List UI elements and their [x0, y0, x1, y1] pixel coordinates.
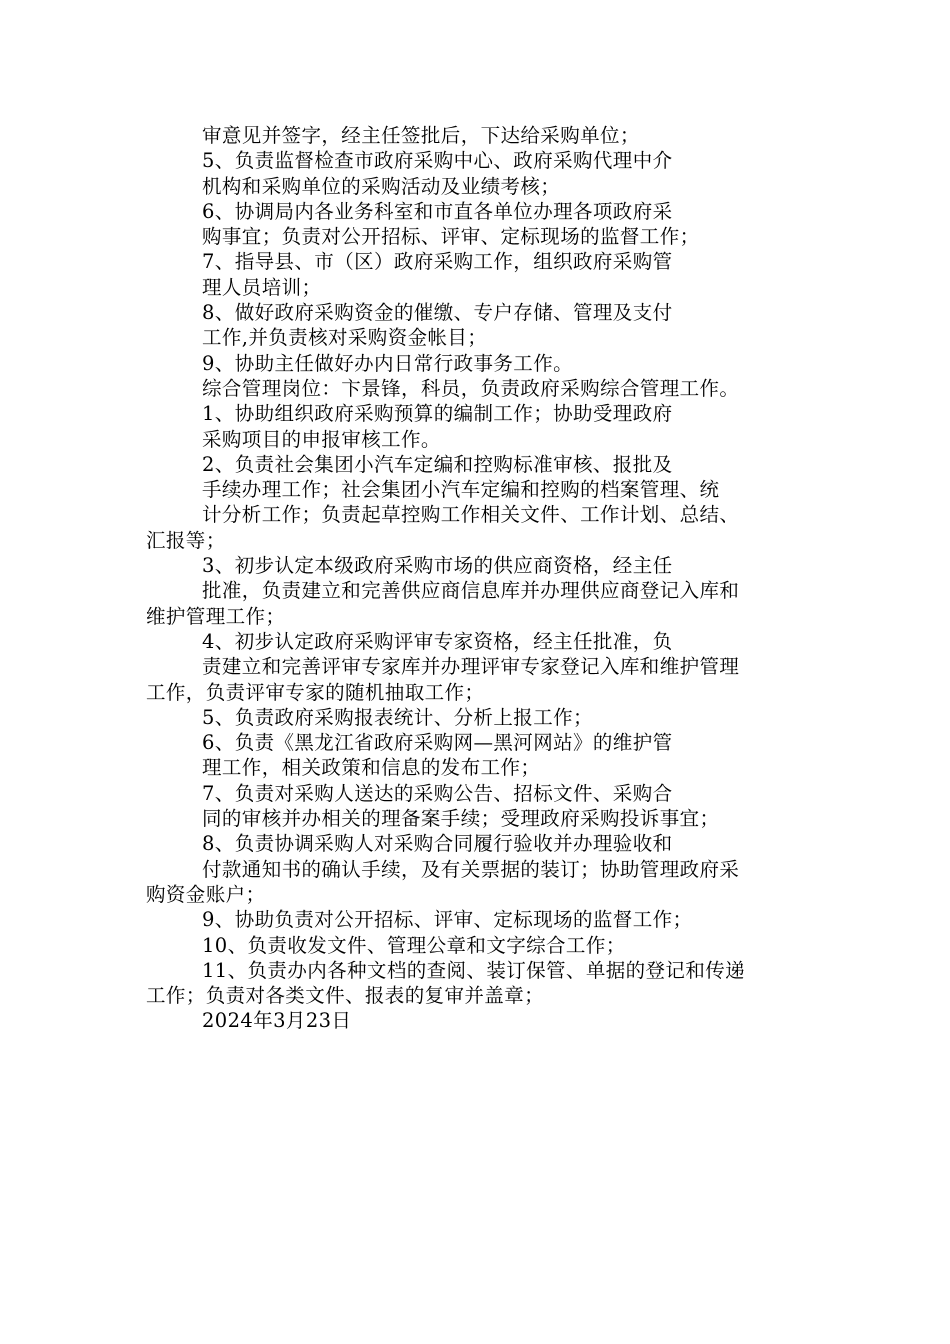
text-line: 4、初步认定政府采购评审专家资格，经主任批准，负	[202, 629, 673, 653]
text-line: 3、初步认定本级政府采购市场的供应商资格，经主任	[202, 554, 673, 578]
text-line: 购资金账户；	[146, 882, 266, 906]
text-line: 机构和采购单位的采购活动及业绩考核；	[202, 174, 561, 198]
text-line: 责建立和完善评审专家库并办理评审专家登记入库和维护管理	[202, 655, 740, 679]
text-line: 8、负责协调采购人对采购合同履行验收并办理验收和	[202, 832, 673, 856]
text-line: 工作,并负责核对采购资金帐目；	[202, 326, 488, 350]
text-line: 11、负责办内各种文档的查阅、装订保管、单据的登记和传递	[202, 958, 746, 982]
text-line: 理人员培训；	[202, 275, 322, 299]
text-line: 5、负责监督检查市政府采购中心、政府采购代理中介	[202, 149, 673, 173]
text-line: 理工作，相关政策和信息的发布工作；	[202, 756, 541, 780]
text-line: 批准，负责建立和完善供应商信息库并办理供应商登记入库和	[202, 579, 740, 603]
text-line: 9、协助主任做好办内日常行政事务工作。	[202, 351, 574, 375]
text-line: 8、做好政府采购资金的催缴、专户存储、管理及支付	[202, 301, 673, 325]
text-line: 计分析工作；负责起草控购工作相关文件、工作计划、总结、	[202, 503, 740, 527]
text-line: 审意见并签字，经主任签批后，下达给采购单位；	[202, 124, 640, 147]
text-line: 6、协调局内各业务科室和市直各单位办理各项政府采	[202, 199, 673, 223]
text-line: 2、负责社会集团小汽车定编和控购标准审核、报批及	[202, 452, 673, 476]
text-line: 10、负责收发文件、管理公章和文字综合工作；	[202, 933, 626, 957]
text-line: 采购项目的申报审核工作。	[202, 427, 441, 451]
text-line: 工作；负责对各类文件、报表的复审并盖章；	[146, 984, 545, 1008]
text-line: 9、协助负责对公开招标、评审、定标现场的监督工作；	[202, 908, 693, 932]
text-line: 维护管理工作；	[146, 604, 286, 628]
text-line: 购事宜；负责对公开招标、评审、定标现场的监督工作；	[202, 225, 700, 249]
text-line: 手续办理工作；社会集团小汽车定编和控购的档案管理、统	[202, 478, 720, 502]
text-line: 工作，负责评审专家的随机抽取工作；	[146, 680, 485, 704]
text-line: 付款通知书的确认手续，及有关票据的装订；协助管理政府采	[202, 857, 740, 881]
text-line: 1、协助组织政府采购预算的编制工作；协助受理政府	[202, 402, 673, 426]
text-line: 综合管理岗位：卞景锋，科员，负责政府采购综合管理工作。	[202, 376, 740, 400]
text-line: 7、负责对采购人送达的采购公告、招标文件、采购合	[202, 781, 673, 805]
text-line: 同的审核并办相关的理备案手续；受理政府采购投诉事宜；	[202, 807, 720, 831]
document-body	[146, 123, 816, 1034]
text-line: 5、负责政府采购报表统计、分析上报工作；	[202, 705, 593, 729]
text-line: 7、指导县、市（区）政府采购工作，组织政府采购管	[202, 250, 673, 274]
text-line: 6、负责《黑龙江省政府采购网—黑河网站》的维护管	[202, 731, 673, 755]
text-line: 汇报等；	[146, 528, 226, 552]
text-line: 2024年3月23日	[202, 1009, 352, 1033]
